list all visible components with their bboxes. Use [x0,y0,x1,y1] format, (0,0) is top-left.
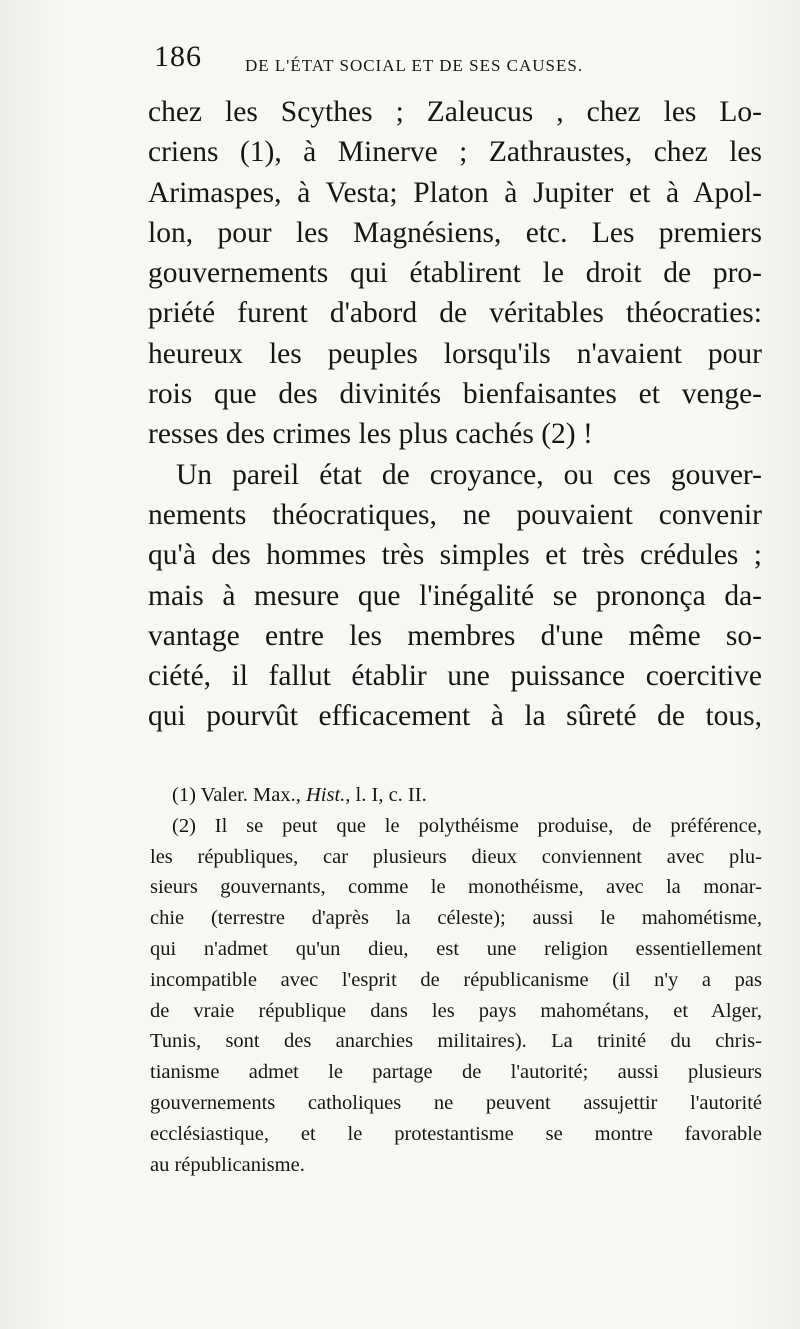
footnote-1 [150,780,762,811]
footnote-2-line: qui n'admet qu'un dieu, est une religion essentiellement [150,937,762,960]
footnote-1-prefix: (1) Valer. Max., [172,784,306,806]
text-line: ciété, il fallut établir une puissance coercitive [148,660,762,693]
footnote-2-line: ecclésiastique, et le protestantisme se montre favorable [150,1122,762,1145]
text-line: mais à mesure que l'inégalité se prononça da- [148,579,762,612]
footnotes [150,780,762,1180]
footnote-2-line: les républiques, car plusieurs dieux conviennent avec plu- [150,845,762,868]
page-header [150,40,670,80]
footnote-2-line: tianisme admet le partage de l'autorité; aussi plusieurs [150,1061,762,1084]
footnote-2-line: chie (terrestre d'après la céleste); aussi le mahométisme, [150,907,762,930]
footnote-2-line: sieurs gouvernants, comme le monothéisme, avec la monar- [150,876,762,899]
text-line: priété furent d'abord de véritables théocraties: [148,297,762,330]
footnote-2-line: gouvernements catholiques ne peuvent assujettir l'autorité [150,1091,762,1114]
main-text [148,92,762,737]
text-line: qu'à des hommes très simples et très crédules ; [148,539,762,572]
footnote-2-line: incompatible avec l'esprit de républicanisme (il n'y a pas [150,968,762,991]
text-line: heureux les peuples lorsqu'ils n'avaient pour [148,337,762,370]
footnote-2-line: de vraie république dans les pays mahométans, et Alger, [150,999,762,1022]
footnote-1-italic-title: Hist. [305,784,346,806]
text-line: qui pourvût efficacement à la sûreté de tous, [148,700,762,733]
text-line: nements théocratiques, ne pouvaient convenir [148,498,762,531]
text-line: Arimaspes, à Vesta; Platon à Jupiter et à Apol- [148,176,762,209]
text-line: rois que des divinités bienfaisantes et venge- [148,378,762,411]
text-line: resses des crimes les plus cachés (2) ! [148,418,593,451]
footnote-2-line: au républicanisme. [150,1153,305,1176]
text-line: criens (1), à Minerve ; Zathraustes, chez les [148,136,762,169]
footnote-1-suffix: , l. I, c. II. [345,784,427,806]
running-head: DE L'ÉTAT SOCIAL ET DE SES CAUSES. [245,56,584,75]
text-line: lon, pour les Magnésiens, etc. Les premiers [148,216,762,249]
text-line: chez les Scythes ; Zaleucus , chez les Lo- [148,96,762,128]
paragraph-start-line: Un pareil état de croyance, ou ces gouver- [176,458,762,491]
text-line: gouvernements qui établirent le droit de pro- [148,257,762,290]
text-line: vantage entre les membres d'une même so- [148,619,762,652]
page-number: 186 [154,40,202,73]
footnote-2-line: Tunis, sont des anarchies militaires). La trinité du chris- [150,1030,762,1053]
footnote-2-line: (2) Il se peut que le polythéisme produise, de préférence, [172,814,762,837]
